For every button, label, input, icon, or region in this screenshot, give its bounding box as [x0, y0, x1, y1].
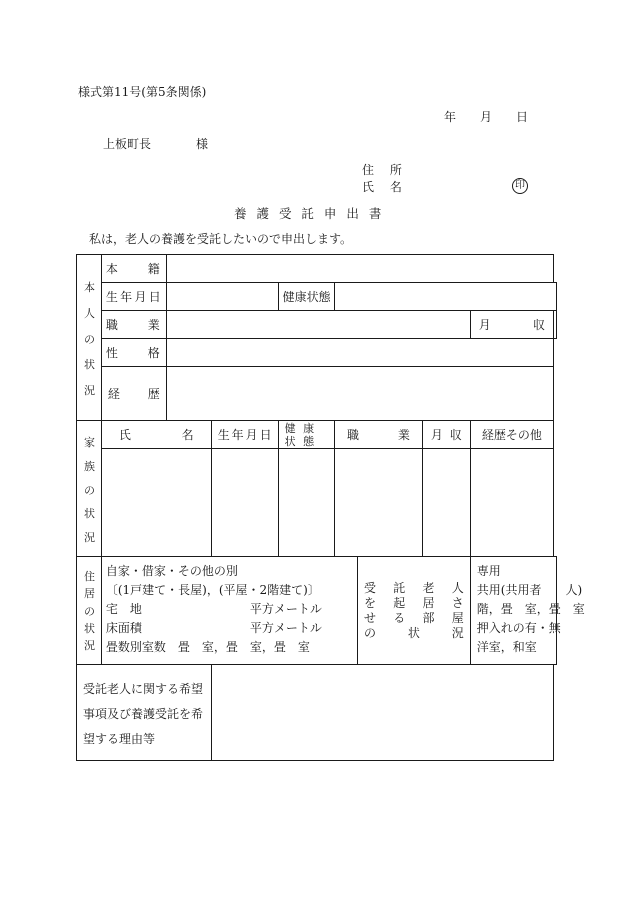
reason-label-cell — [77, 665, 212, 761]
family-income-header — [422, 421, 470, 449]
room-closet: 押入れの有・無 — [476, 621, 561, 635]
career-label-cell — [101, 367, 166, 421]
family-career-label: 経歴その他 — [481, 428, 542, 442]
room-label-line-4: の 状 況 — [363, 626, 464, 640]
room-condition-label-cell — [357, 557, 470, 665]
honseki-label: 本 籍 — [105, 262, 160, 276]
self-status-label: 本 人 の 状 況 — [84, 281, 95, 397]
form-number: 様式第11号(第5条関係) — [78, 85, 207, 99]
housing-land-unit: 平方メートル — [249, 602, 322, 616]
intro-text: 私は，老人の養護を受託したいので申出します。 — [89, 232, 353, 246]
family-income-label: 月 収 — [430, 428, 462, 442]
birthdate-value[interactable] — [166, 283, 278, 311]
personality-value[interactable] — [166, 339, 553, 367]
income-label: 月 収 — [478, 318, 545, 332]
reason-value[interactable] — [211, 665, 553, 761]
family-name-value[interactable] — [101, 449, 211, 557]
health-label: 健 康 状 態 — [282, 290, 331, 304]
family-career-value[interactable] — [470, 449, 553, 557]
housing-land-label: 宅 地 — [105, 602, 142, 616]
birthdate-label-cell — [101, 283, 166, 311]
occupation-value[interactable] — [166, 311, 470, 339]
family-birthdate-label: 生 年 月 日 — [217, 428, 272, 442]
room-shared: 共用(共用者 人) — [476, 583, 583, 597]
seal-text: 印 — [515, 180, 525, 191]
honseki-label-cell — [101, 255, 166, 283]
career-label: 経 歴 — [107, 387, 160, 401]
occupation-label-cell — [101, 311, 166, 339]
career-value[interactable] — [166, 367, 553, 421]
honseki-value[interactable] — [166, 255, 553, 283]
occupation-label: 職 業 — [105, 318, 160, 332]
family-health-label-1: 健 康 — [284, 422, 317, 435]
housing-details-cell[interactable] — [101, 557, 357, 665]
family-status-label-cell — [77, 421, 102, 557]
housing-floor-unit: 平方メートル — [249, 621, 322, 635]
room-exclusive: 専用 — [476, 564, 501, 578]
housing-floor-label: 床面積 — [105, 621, 142, 635]
housing-type-line: 自家・借家・その他の別 — [105, 564, 238, 578]
application-form-table — [76, 254, 585, 761]
family-birthdate-value[interactable] — [211, 449, 278, 557]
family-name-label: 氏 名 — [118, 428, 194, 442]
document-title: 養 護 受 託 申 出 書 — [234, 206, 385, 221]
family-career-header — [470, 421, 553, 449]
room-label-line-1: 受 託 老 人 — [363, 581, 464, 595]
housing-structure-line: 〔(1戸建て・長屋)，(平屋・2階建て)〕 — [105, 583, 320, 597]
self-status-label-cell — [77, 255, 102, 421]
family-occupation-header — [335, 421, 423, 449]
addressee: 上板町長 — [103, 137, 152, 151]
family-health-value[interactable] — [278, 449, 334, 557]
date-year: 年 — [444, 110, 457, 124]
address-label: 住 所 — [362, 163, 408, 177]
reason-label-line-1: 受託老人に関する希望 — [83, 682, 204, 696]
family-occupation-label: 職 業 — [347, 428, 410, 442]
housing-rooms-line: 畳数別室数 畳 室，畳 室，畳 室 — [105, 640, 310, 654]
room-label-line-3: せ る 部 屋 — [363, 611, 464, 625]
date-day: 日 — [516, 110, 529, 124]
seal-mark — [512, 178, 528, 194]
family-name-header — [101, 421, 211, 449]
birthdate-label: 生 年 月 日 — [105, 290, 161, 304]
personality-label-cell — [101, 339, 166, 367]
personality-label: 性 格 — [105, 346, 160, 360]
family-occupation-value[interactable] — [335, 449, 423, 557]
family-health-header — [278, 421, 334, 449]
family-birthdate-header — [211, 421, 278, 449]
income-label-cell — [470, 311, 553, 339]
housing-status-label: 住 居 の 状 況 — [84, 570, 95, 652]
health-value[interactable] — [335, 283, 557, 311]
reason-label-line-3: 望する理由等 — [83, 732, 156, 746]
room-floor-mats: 階，畳 室，畳 室 — [476, 602, 585, 616]
room-style: 洋室，和室 — [476, 640, 537, 654]
family-health-label-2: 状 態 — [284, 435, 317, 448]
family-status-label: 家 族 の 状 況 — [84, 436, 95, 544]
name-label: 氏 名 — [362, 180, 408, 194]
honorific: 様 — [196, 137, 209, 151]
health-label-cell — [278, 283, 334, 311]
date-month: 月 — [480, 110, 493, 124]
room-condition-details-cell[interactable] — [470, 557, 585, 665]
family-income-value[interactable] — [422, 449, 470, 557]
income-value[interactable] — [554, 311, 557, 339]
housing-status-label-cell — [77, 557, 102, 665]
room-label-line-2: を 起 居 さ — [363, 596, 464, 610]
reason-label-line-2: 事項及び養護受託を希 — [83, 707, 204, 721]
